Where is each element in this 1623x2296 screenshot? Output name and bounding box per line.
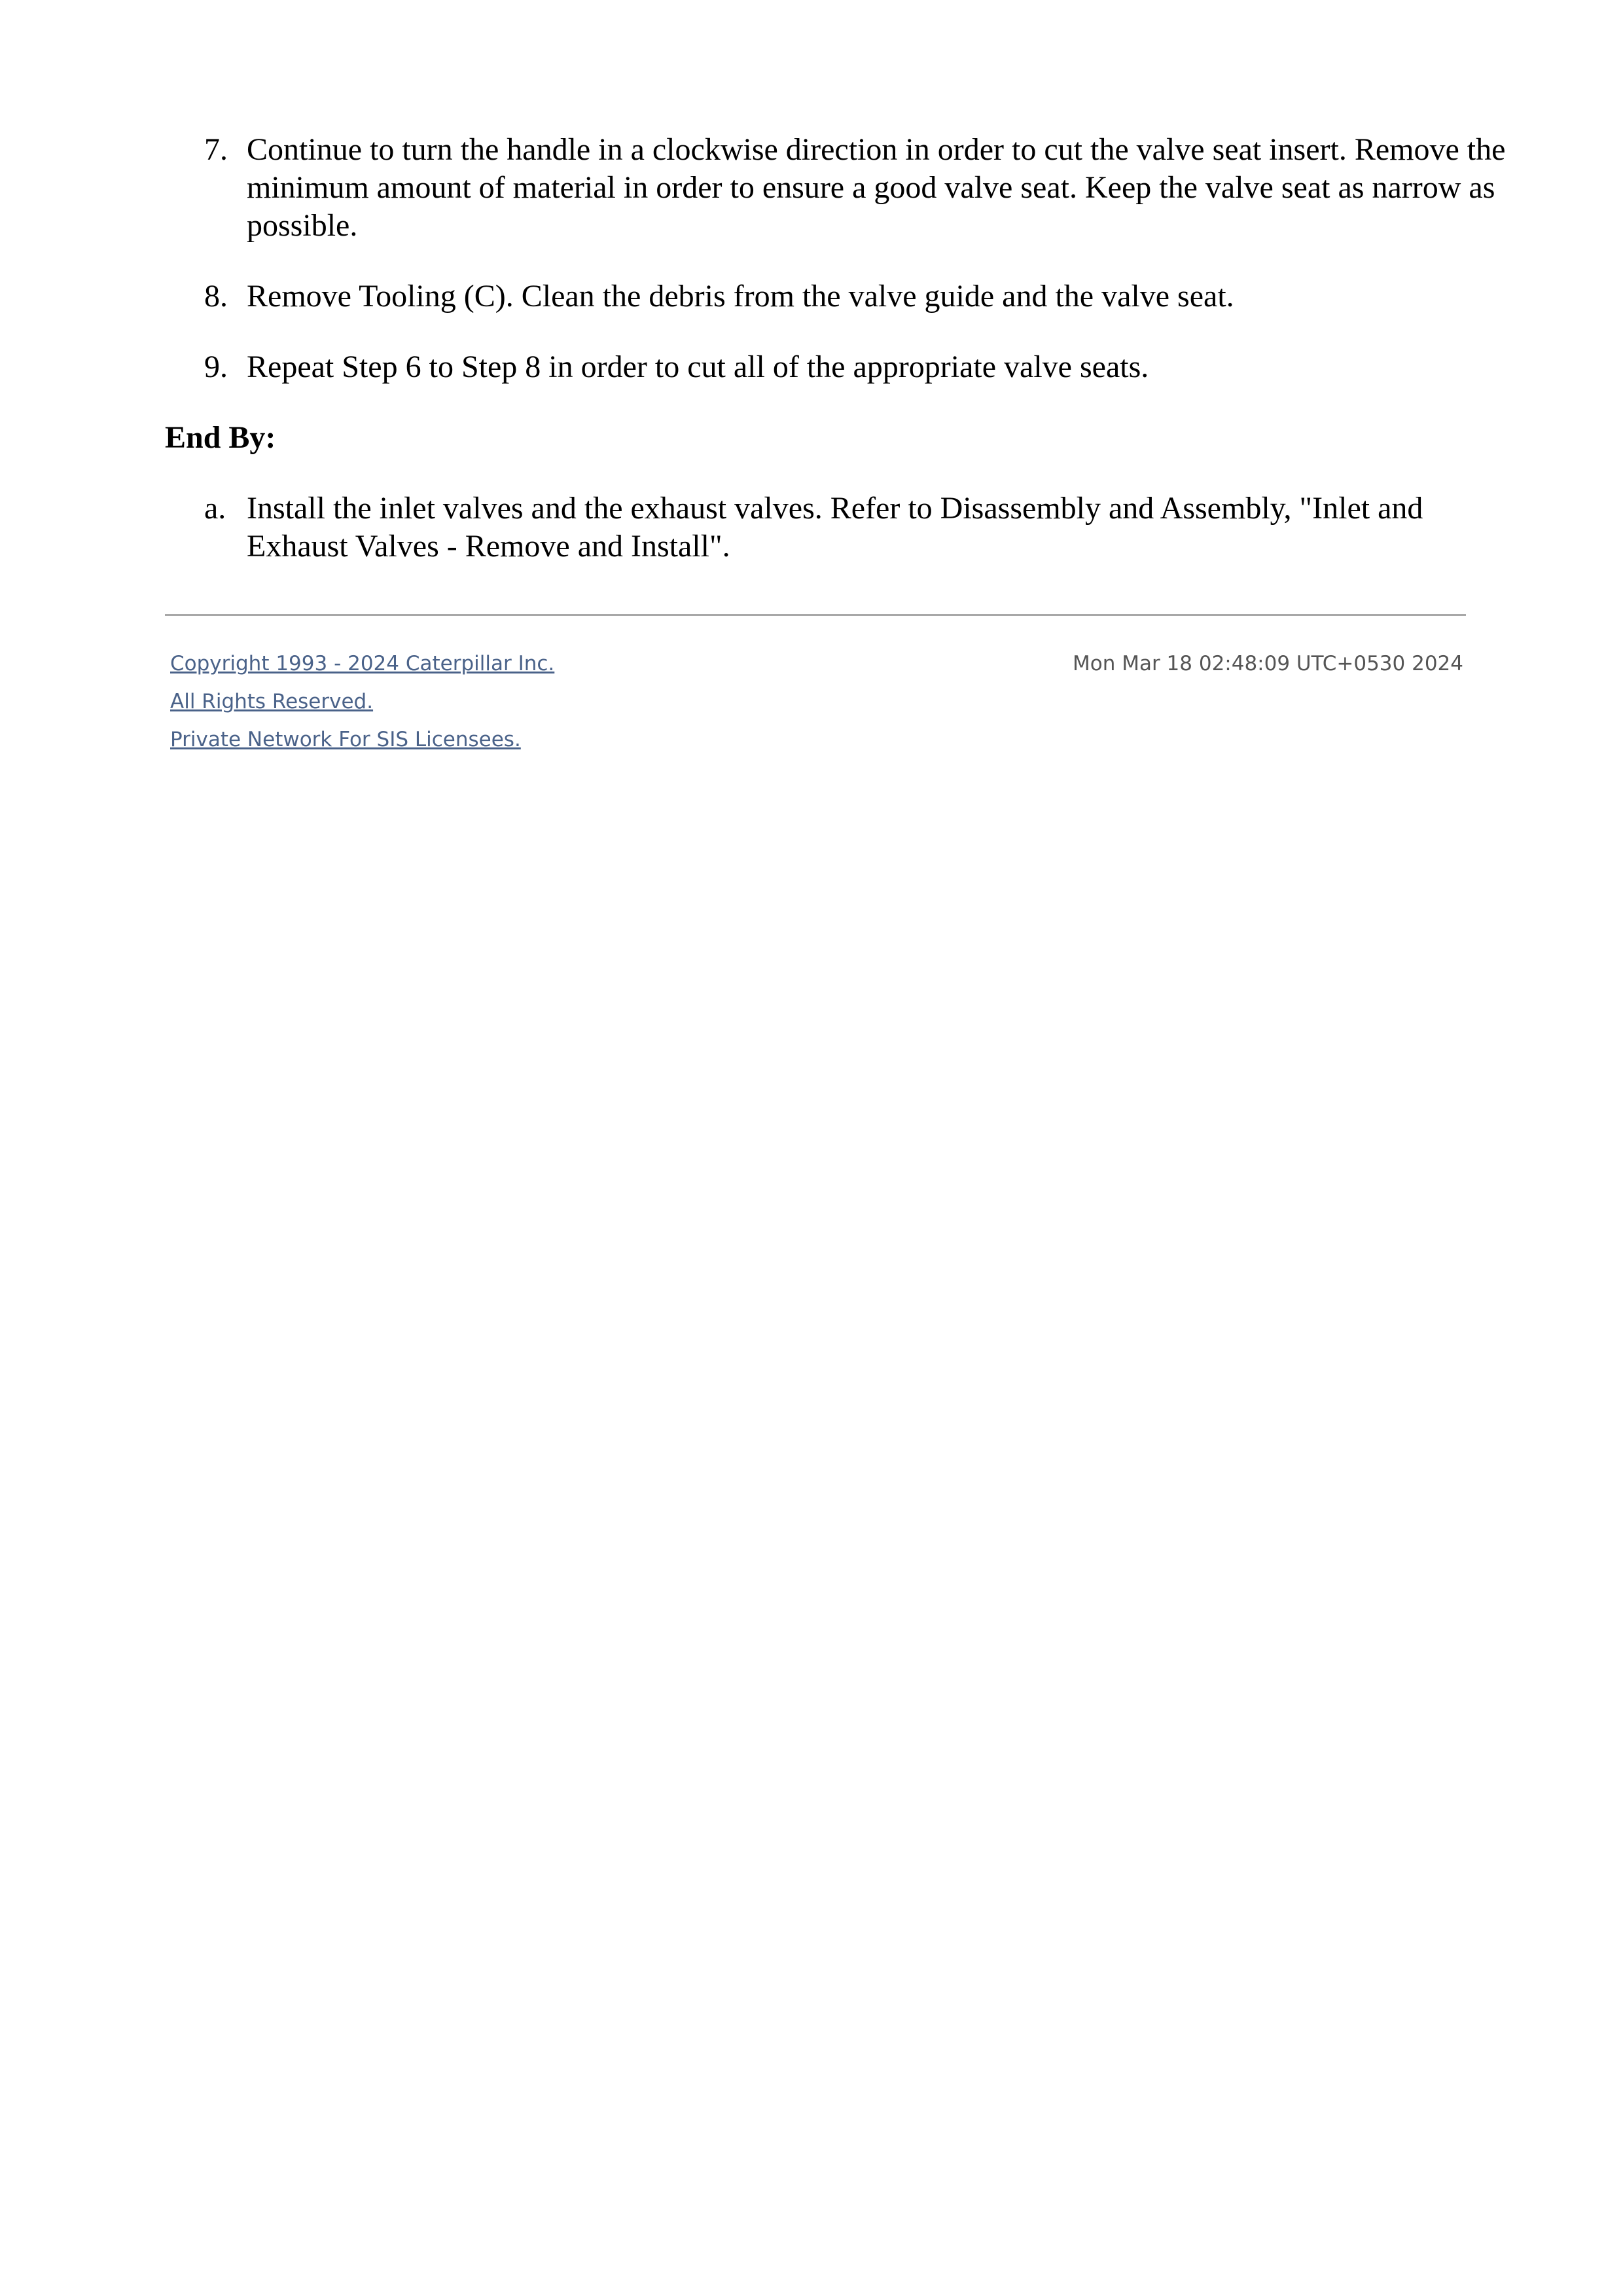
end-by-heading: End By:	[165, 420, 276, 455]
timestamp: Mon Mar 18 02:48:09 UTC+0530 2024	[1072, 652, 1463, 675]
end-by-list	[165, 490, 1474, 565]
step-7	[165, 131, 1529, 245]
step-number: 7.	[204, 132, 228, 167]
document-body	[165, 131, 1506, 598]
step-9	[165, 348, 1529, 386]
step-8	[165, 278, 1529, 315]
rights-link[interactable]: All Rights Reserved.	[170, 690, 374, 713]
end-by-item-a	[165, 490, 1529, 565]
copyright-link[interactable]: Copyright 1993 - 2024 Caterpillar Inc.	[170, 652, 555, 675]
step-number: 9.	[204, 350, 228, 384]
network-link[interactable]: Private Network For SIS Licensees.	[170, 728, 521, 751]
procedure-steps	[165, 131, 1506, 386]
step-text: Continue to turn the handle in a clockwise direction in order to cut the valve seat insert. Remove the minimum amount of material in order to ensure a good valve seat. Keep the valve seat as narrow as possible.	[247, 132, 1506, 243]
item-text: Install the inlet valves and the exhaust valves. Refer to Disassembly and Assembly, "Inlet and Exhaust Valves - Remove and Install".	[247, 491, 1423, 564]
item-letter: a.	[204, 491, 226, 526]
step-number: 8.	[204, 279, 228, 314]
step-text: Repeat Step 6 to Step 8 in order to cut all of the appropriate valve seats.	[247, 350, 1149, 384]
step-text: Remove Tooling (C). Clean the debris from the valve guide and the valve seat.	[247, 279, 1234, 314]
footer	[170, 645, 1463, 759]
footer-divider	[165, 614, 1466, 616]
